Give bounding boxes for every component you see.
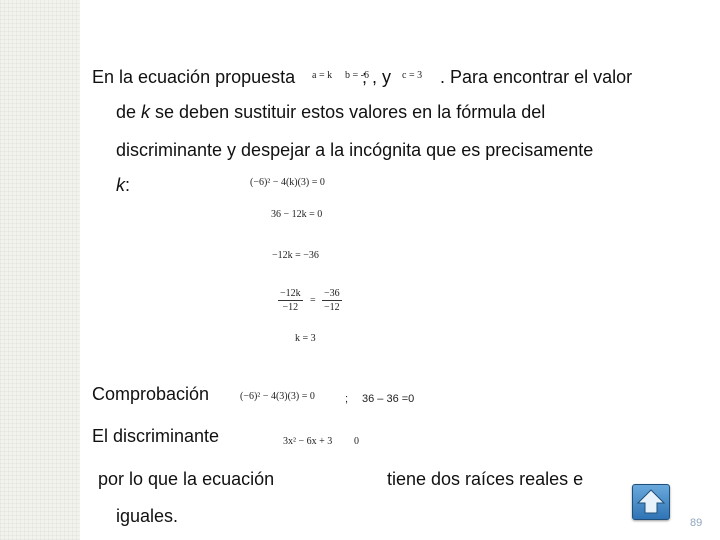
check-separator: ; — [345, 393, 349, 405]
equation-step-1: (−6)² − 4(k)(3) = 0 — [250, 177, 325, 188]
page-number: 89 — [690, 517, 703, 529]
discriminante-label: El discriminante — [92, 426, 220, 446]
decorative-side-stripe — [0, 0, 80, 540]
equation-step-3: −12k = −36 — [272, 250, 319, 261]
equation-a-value: a = k — [312, 70, 333, 81]
discriminant-polynomial: 3x² − 6x + 3 — [283, 436, 333, 447]
fraction-right — [322, 288, 342, 313]
variable-k: k — [141, 102, 151, 122]
home-arrow-icon — [633, 485, 669, 519]
text-line-2a: de — [116, 102, 142, 122]
check-equation: (−6)² − 4(3)(3) = 0 — [240, 391, 315, 402]
fraction-left-numerator: −12k — [280, 288, 301, 299]
fraction-right-denominator: −12 — [324, 302, 340, 313]
text-line-1b: ; , y — [362, 67, 392, 87]
comprobacion-label: Comprobación — [92, 384, 210, 404]
equation-b-value: b = -6 — [345, 70, 369, 81]
colon: : — [125, 175, 131, 195]
equation-c-value: c = 3 — [402, 70, 423, 81]
text-line-2b: se deben sustituir estos valores en la fórmula del — [150, 102, 546, 122]
home-button[interactable] — [632, 484, 670, 520]
fraction-equals: = — [310, 295, 316, 306]
equation-step-5: k = 3 — [295, 333, 316, 344]
fraction-right-numerator: −36 — [324, 288, 340, 299]
tiene-dos-text: tiene dos raíces reales e — [387, 469, 584, 489]
text-line-2 — [116, 102, 545, 122]
text-line-1c: . Para encontrar el valor — [440, 67, 633, 87]
text-line-1a: En la ecuación propuesta — [92, 67, 296, 87]
check-result: 36 – 36 =0 — [362, 393, 415, 405]
variable-k-2: k — [116, 175, 125, 195]
fraction-left-denominator: −12 — [282, 302, 299, 313]
fraction-left — [278, 288, 303, 313]
text-line-4 — [116, 175, 130, 195]
iguales-text: iguales. — [116, 506, 179, 526]
discriminant-value: 0 — [354, 436, 359, 447]
por-lo-que-text: por lo que la ecuación — [98, 469, 275, 489]
text-line-3: discriminante y despejar a la incógnita que es precisamente — [116, 140, 594, 160]
equation-step-2: 36 − 12k = 0 — [271, 209, 323, 220]
